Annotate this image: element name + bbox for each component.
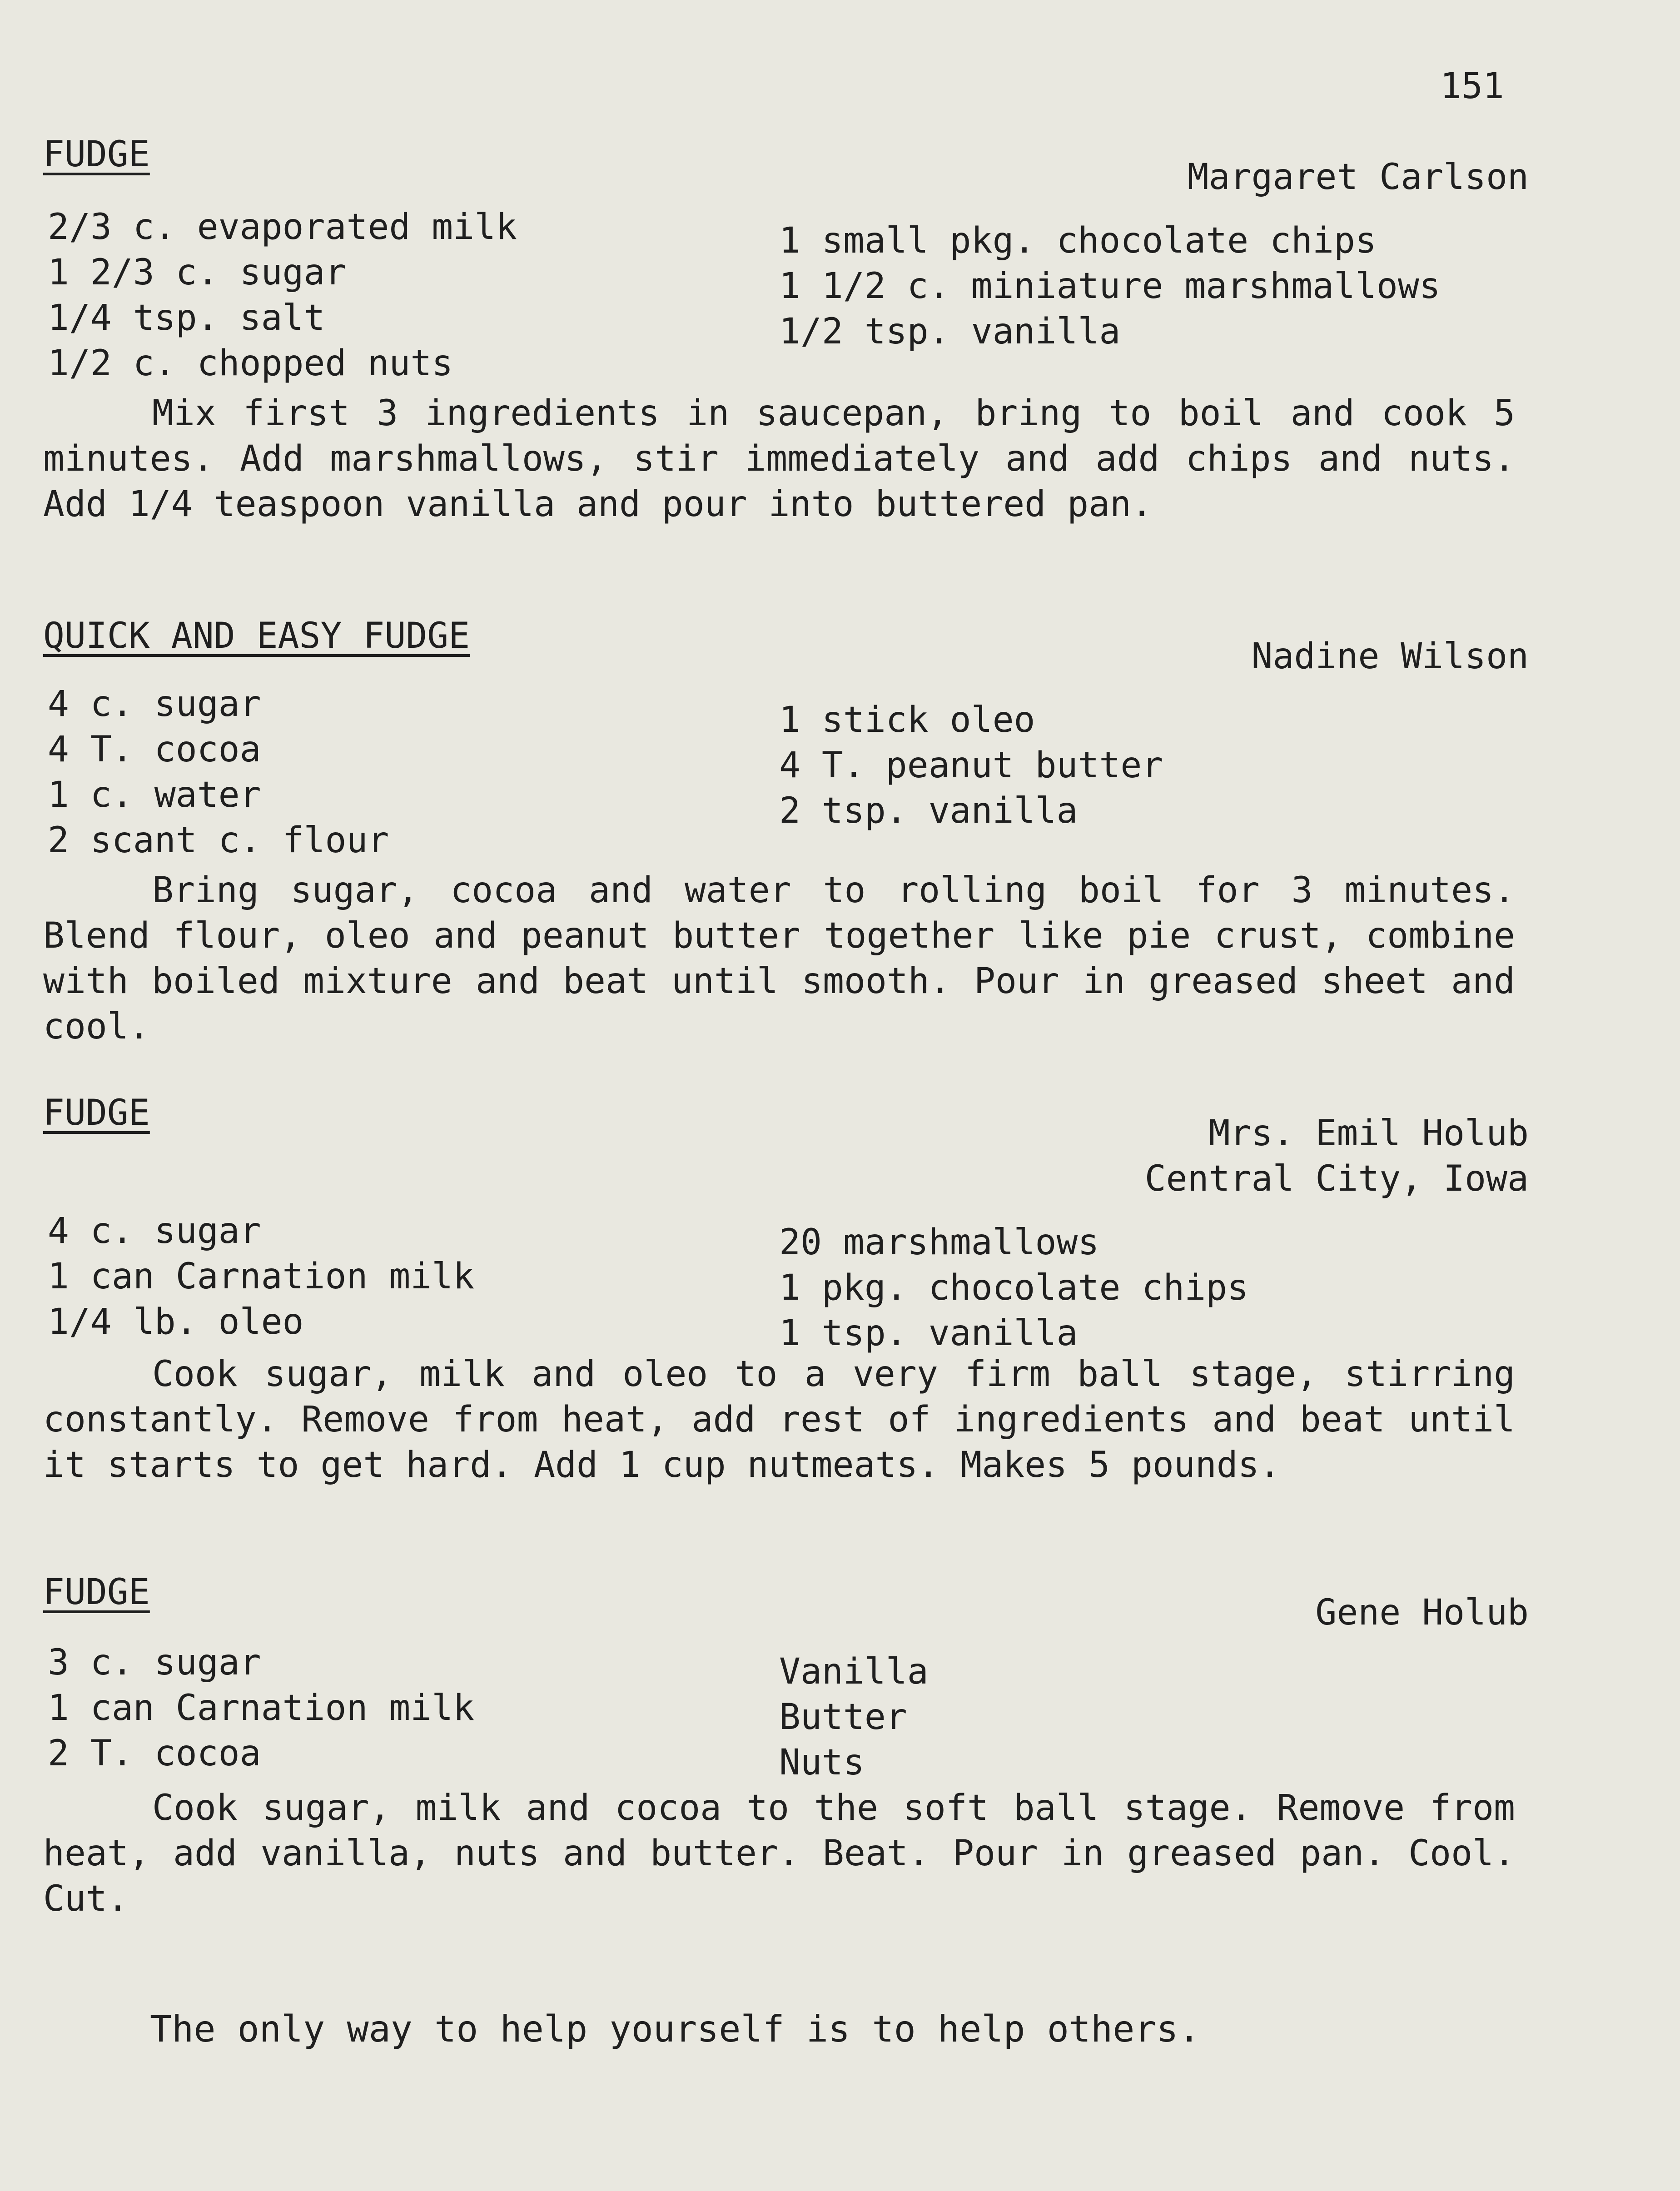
recipe-title: FUDGE — [43, 134, 150, 175]
recipe-fudge-carlson — [43, 134, 1529, 566]
ingredient: 4 c. sugar — [48, 684, 261, 725]
ingredient: 1 2/3 c. sugar — [48, 252, 347, 293]
ingredient: 4 c. sugar — [48, 1211, 261, 1252]
ingredient: 1 pkg. chocolate chips — [779, 1267, 1249, 1308]
ingredient: 1 c. water — [48, 775, 261, 815]
recipe-fudge-emil-holub — [43, 1093, 1529, 1538]
recipe-author: Nadine Wilson — [1251, 636, 1529, 677]
ingredient-list-right — [779, 1220, 1248, 1356]
recipe-title: QUICK AND EASY FUDGE — [43, 616, 470, 656]
ingredient: 2 T. cocoa — [48, 1733, 261, 1774]
ingredient: 1/2 c. chopped nuts — [48, 343, 453, 384]
ingredient-list-left — [48, 1640, 474, 1776]
ingredient: 2/3 c. evaporated milk — [48, 207, 517, 248]
ingredient: 4 T. cocoa — [48, 729, 261, 770]
ingredient: 20 marshmallows — [779, 1222, 1099, 1263]
recipe-author: Gene Holub — [1315, 1592, 1529, 1633]
ingredient: Vanilla — [779, 1651, 929, 1692]
ingredient: 2 tsp. vanilla — [779, 790, 1078, 831]
page-number: 151 — [1440, 66, 1504, 107]
ingredient: 1 can Carnation milk — [48, 1688, 475, 1729]
ingredient: 1 can Carnation milk — [48, 1256, 475, 1297]
ingredient: 1/4 tsp. salt — [48, 298, 325, 338]
recipe-author: Margaret Carlson — [1187, 157, 1529, 198]
ingredient: 1 stick oleo — [779, 700, 1035, 740]
recipe-instructions: Bring sugar, cocoa and water to rolling boil for 3 minutes. Blend flour, oleo and peanut butter together like pie crust, combine with boiled mixture and beat until smooth. Pour in greased sheet and cool. — [43, 870, 1515, 1047]
ingredient-list-left — [48, 1208, 474, 1345]
ingredient: 4 T. peanut butter — [779, 745, 1163, 786]
recipe-title: FUDGE — [43, 1572, 150, 1613]
ingredient-list-left — [48, 681, 389, 863]
recipe-quick-easy-fudge — [43, 616, 1529, 1047]
ingredient: 1 small pkg. chocolate chips — [779, 220, 1377, 261]
recipe-instructions: Mix first 3 ingredients in saucepan, bring to boil and cook 5 minutes. Add marshmallows, stir immediately and add chips and nuts. Add 1/4 teaspoon vanilla and pour into buttered pan. — [43, 393, 1515, 525]
ingredient: 2 scant c. flour — [48, 820, 389, 861]
ingredient-list-left — [48, 204, 517, 386]
ingredient-list-right — [779, 1649, 929, 1785]
ingredient-list-right — [779, 697, 1163, 834]
ingredient: Butter — [779, 1697, 907, 1738]
page-motto: The only way to help yourself is to help others. — [150, 2008, 1200, 2050]
ingredient: Nuts — [779, 1742, 865, 1783]
ingredient: 1 1/2 c. miniature marshmallows — [779, 266, 1441, 307]
recipe-author: Mrs. Emil Holub Central City, Iowa — [1144, 1113, 1529, 1199]
ingredient: 1/2 tsp. vanilla — [779, 311, 1121, 352]
ingredient: 3 c. sugar — [48, 1642, 261, 1683]
recipe-instructions: Cook sugar, milk and cocoa to the soft ball stage. Remove from heat, add vanilla, nuts and butter. Beat. Pour in greased pan. Cool. Cut. — [43, 1788, 1515, 1919]
recipe-title: FUDGE — [43, 1093, 150, 1133]
ingredient: 1/4 lb. oleo — [48, 1302, 304, 1342]
recipe-instructions: Cook sugar, milk and oleo to a very firm ball stage, stirring constantly. Remove from heat, add rest of ingredients and beat until it starts to get hard. Add 1 cup nutmeats. Makes 5 pounds. — [43, 1354, 1515, 1486]
recipe-fudge-gene-holub — [43, 1572, 1529, 1926]
ingredient-list-right — [779, 218, 1441, 354]
ingredient: 1 tsp. vanilla — [779, 1313, 1078, 1354]
